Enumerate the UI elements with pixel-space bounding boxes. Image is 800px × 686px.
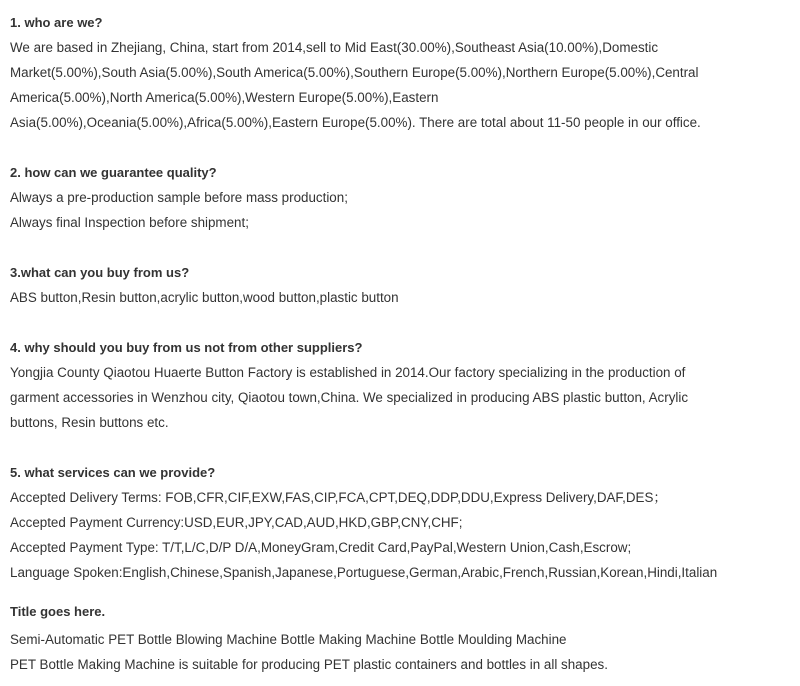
product-title: Title goes here. — [10, 604, 106, 619]
faq-section-quality — [10, 160, 790, 235]
faq-section-products — [10, 260, 790, 310]
faq-question: 4. why should you buy from us not from other suppliers? — [10, 340, 363, 355]
faq-question: 1. who are we? — [10, 15, 103, 30]
faq-answer-line: Yongjia County Qiaotou Huaerte Button Factory is established in 2014.Our factory specializing in the production of — [10, 365, 686, 380]
section-spacer — [10, 135, 790, 160]
faq-answer-line: ABS button,Resin button,acrylic button,wood button,plastic button — [10, 290, 399, 305]
faq-answer-line: Accepted Payment Currency:USD,EUR,JPY,CAD,AUD,HKD,GBP,CNY,CHF; — [10, 515, 463, 530]
faq-section-who-are-we — [10, 10, 790, 135]
faq-question: 2. how can we guarantee quality? — [10, 165, 217, 180]
faq-section-why-us — [10, 335, 790, 435]
section-spacer — [10, 585, 790, 599]
faq-answer-line: Accepted Payment Type: T/T,L/C,D/P D/A,MoneyGram,Credit Card,PayPal,Western Union,Cash,Escrow; — [10, 540, 632, 555]
faq-answer-line: garment accessories in Wenzhou city, Qiaotou town,China. We specialized in producing ABS plastic button, Acrylic — [10, 390, 689, 405]
faq-answer-line: Market(5.00%),South Asia(5.00%),South America(5.00%),Southern Europe(5.00%),Northern Europe(5.00%),Central — [10, 65, 699, 80]
product-section — [10, 599, 790, 677]
section-spacer — [10, 235, 790, 260]
faq-answer-line: We are based in Zhejiang, China, start from 2014,sell to Mid East(30.00%),Southeast Asia(10.00%),Domestic — [10, 40, 659, 55]
faq-answer-line: Asia(5.00%),Oceania(5.00%),Africa(5.00%),Eastern Europe(5.00%). There are total about 11-50 people in our office. — [10, 115, 701, 130]
faq-answer-line: Always final Inspection before shipment; — [10, 215, 249, 230]
faq-question: 3.what can you buy from us? — [10, 265, 190, 280]
product-description-line: PET Bottle Making Machine is suitable for producing PET plastic containers and bottles in all shapes. — [10, 657, 608, 672]
faq-answer-line: Accepted Delivery Terms: FOB,CFR,CIF,EXW,FAS,CIP,FCA,CPT,DEQ,DDP,DDU,Express Delivery,DAF,DES； — [10, 490, 667, 505]
faq-answer-line: Always a pre-production sample before mass production; — [10, 190, 348, 205]
faq-section-services — [10, 460, 790, 585]
section-spacer — [10, 435, 790, 460]
product-description-line: Semi-Automatic PET Bottle Blowing Machine Bottle Making Machine Bottle Moulding Machine — [10, 632, 567, 647]
section-spacer — [10, 310, 790, 335]
faq-question: 5. what services can we provide? — [10, 465, 216, 480]
faq-answer-line: America(5.00%),North America(5.00%),Western Europe(5.00%),Eastern — [10, 90, 439, 105]
faq-answer-line: buttons, Resin buttons etc. — [10, 415, 169, 430]
faq-answer-line: Language Spoken:English,Chinese,Spanish,Japanese,Portuguese,German,Arabic,French,Russian,Korean,Hindi,Italian — [10, 565, 718, 580]
